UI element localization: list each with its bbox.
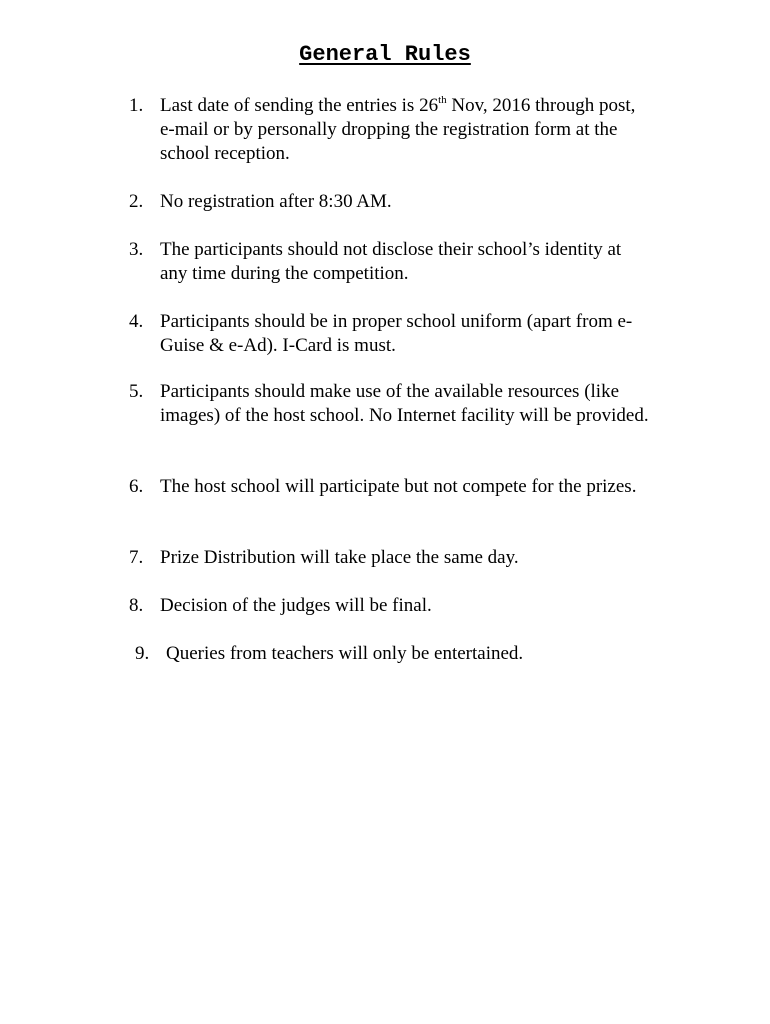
title-text: General Rules	[299, 42, 471, 67]
rule-text: Participants should make use of the available resources (like images) of the host school. No Internet facility will be provided.	[160, 381, 649, 426]
rule-item-6	[129, 475, 649, 499]
rule-item-9	[135, 642, 655, 666]
rule-text-part: Nov, 2016 through post, e-mail or by personally dropping the registration form at the school reception.	[160, 95, 636, 164]
rule-item-5	[129, 380, 649, 428]
rule-item-2	[129, 190, 649, 214]
rule-number: 8.	[129, 595, 144, 616]
rule-text: Participants should be in proper school uniform (apart from e-Guise & e-Ad). I-Card is must.	[160, 311, 633, 356]
rule-number: 3.	[129, 239, 144, 260]
rule-text: Prize Distribution will take place the same day.	[160, 547, 519, 568]
rule-item-4	[129, 310, 649, 358]
rule-number: 4.	[129, 311, 144, 332]
rule-item-1	[129, 94, 649, 166]
rule-text: No registration after 8:30 AM.	[160, 191, 392, 212]
rule-item-8	[129, 594, 649, 618]
rule-number: 5.	[129, 381, 144, 402]
rule-text: Decision of the judges will be final.	[160, 595, 432, 616]
rule-text-part: Last date of sending the entries is 26	[160, 95, 439, 116]
rule-text: The host school will participate but not compete for the prizes.	[160, 476, 637, 497]
rule-text: Queries from teachers will only be entertained.	[166, 643, 524, 664]
rule-number: 7.	[129, 547, 144, 568]
rule-text	[160, 94, 649, 166]
rule-number: 2.	[129, 191, 144, 212]
rule-number: 6.	[129, 476, 144, 497]
rule-number: 1.	[129, 95, 144, 116]
rule-number: 9.	[135, 643, 150, 664]
rule-item-7	[129, 546, 649, 570]
ordinal-superscript: th	[438, 94, 447, 106]
rule-item-3	[129, 238, 649, 286]
rule-text: The participants should not disclose their school’s identity at any time during the competition.	[160, 239, 622, 284]
